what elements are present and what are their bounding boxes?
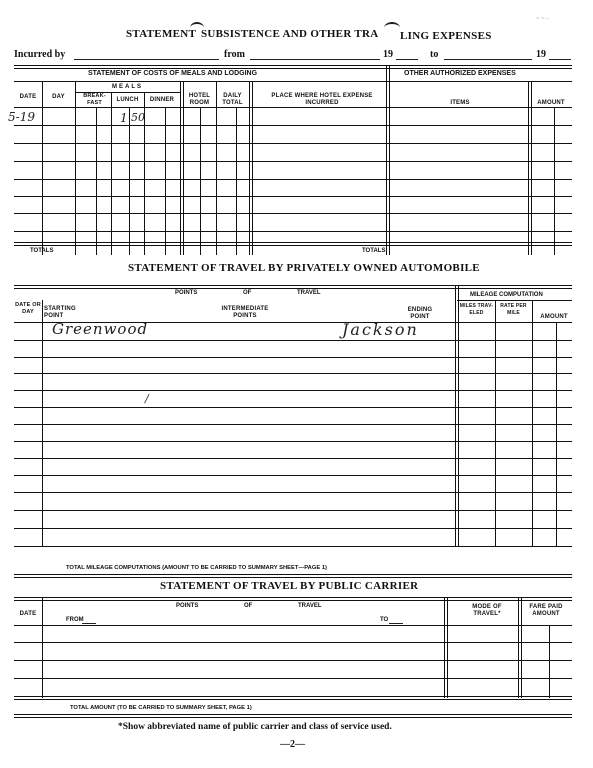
col-dinner-header: DINNER [149, 97, 175, 103]
carrier-col-date: DATE [19, 611, 37, 617]
auto-col-amount: AMOUNT [540, 314, 568, 320]
col-date-header: DATE [19, 94, 37, 100]
auto-points-of-travel: POINTS OF TRAVEL [175, 290, 321, 296]
col-place-header: PLACE WHERE HOTEL EXPENSE INCURRED [271, 93, 373, 106]
entry-ending-point: Jackson [342, 320, 419, 339]
col-items-header: ITEMS [450, 100, 470, 106]
page-number: —2— [280, 739, 305, 750]
col-amount-header: AMOUNT [537, 100, 565, 106]
auto-col-rate: RATE PER MILE [500, 303, 527, 316]
carrier-points-of-travel: POINTS OF TRAVEL [176, 603, 322, 609]
other-expenses-title: OTHER AUTHORIZED EXPENSES [404, 70, 516, 77]
form-title-right: LING EXPENSES [400, 30, 492, 42]
carrier-total-line: TOTAL AMOUNT (TO BE CARRIED TO SUMMARY SHEET, PAGE 1) [70, 705, 252, 711]
col-day-header: DAY [52, 94, 65, 100]
to-date-field[interactable] [444, 59, 532, 60]
col-hotel-header: HOTEL ROOM [188, 93, 211, 106]
carrier-from-field[interactable] [82, 623, 96, 624]
from-label: from [224, 49, 245, 60]
entry-lunch-cents: 50 [131, 111, 145, 124]
auto-col-miles: MILES TRAV- ELED [459, 303, 494, 316]
auto-section-title: STATEMENT OF TRAVEL BY PRIVATELY OWNED AUTOMOBILE [128, 262, 480, 274]
auto-col-starting: STARTING POINT [44, 306, 76, 319]
meals-group-header: MEALS [112, 84, 143, 90]
total-mileage-line: TOTAL MILEAGE COMPUTATIONS (AMOUNT TO BE CARRIED TO SUMMARY SHEET—PAGE 1) [66, 565, 327, 571]
year-label-1: 19 [383, 49, 393, 60]
incurred-by-label: Incurred by [14, 49, 66, 60]
form-title-middle: SUBSISTENCE AND OTHER TRA [201, 28, 379, 40]
carrier-to-label: TO [380, 617, 389, 623]
year-label-2: 19 [536, 49, 546, 60]
carrier-col-mode: MODE OF TRAVEL* [472, 604, 502, 617]
corner-mark: ~ ~ - [536, 16, 549, 22]
punch-hole-mark-2 [384, 22, 400, 34]
footnote: *Show abbreviated name of public carrier and class of service used. [118, 722, 392, 732]
col-daily-total-header: DAILY TOTAL [222, 93, 243, 106]
to-year-field[interactable] [549, 59, 571, 60]
form-title-left: STATEMENT [126, 28, 197, 40]
carrier-from-label: FROM [66, 617, 84, 623]
stray-pen-mark: / [145, 392, 149, 405]
totals-left-label: TOTALS [30, 248, 54, 254]
totals-right-label: TOTALS [362, 248, 386, 254]
carrier-to-field[interactable] [389, 623, 403, 624]
carrier-section-title: STATEMENT OF TRAVEL BY PUBLIC CARRIER [160, 580, 419, 592]
carrier-col-fare: FARE PAID AMOUNT [529, 604, 563, 617]
from-date-field[interactable] [250, 59, 380, 60]
entry-lunch-dollars: 1 [120, 111, 128, 125]
incurred-by-field[interactable] [74, 59, 219, 60]
col-breakfast-header: BREAK- FAST [83, 93, 106, 106]
from-year-field[interactable] [396, 59, 418, 60]
to-label: to [430, 49, 439, 60]
mileage-computation-title: MILEAGE COMPUTATION [470, 292, 543, 298]
auto-col-date: DATE OR DAY [15, 302, 41, 315]
entry-date-value: 5-19 [8, 110, 35, 124]
auto-col-intermediate: INTERMEDIATE POINTS [221, 306, 269, 319]
col-lunch-header: LUNCH [116, 97, 139, 103]
entry-starting-point: Greenwood [52, 320, 149, 338]
meals-section-title: STATEMENT OF COSTS OF MEALS AND LODGING [88, 70, 258, 77]
auto-col-ending: ENDING POINT [407, 307, 433, 320]
